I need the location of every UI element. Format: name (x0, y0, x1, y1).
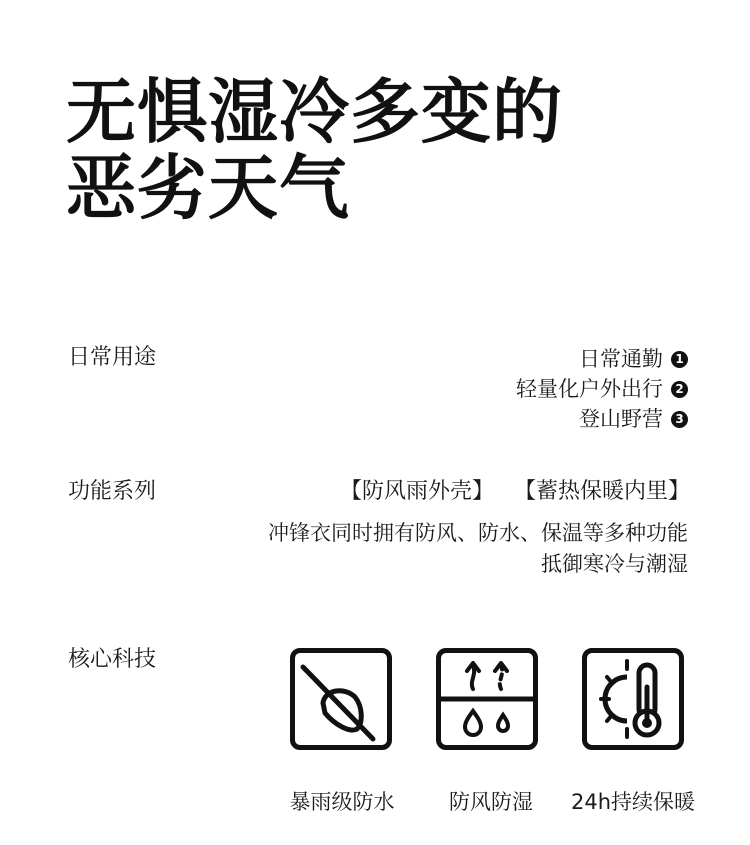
usage-item-text: 登山野营 (579, 407, 663, 431)
usage-item (516, 344, 688, 374)
function-desc-line-2: 抵御寒冷与潮湿 (541, 552, 688, 576)
function-tag-lining: 【蓄热保暖内里】 (513, 479, 690, 504)
function-tag-shell: 【防风雨外壳】 (339, 479, 494, 504)
number-badge-icon: 1 (671, 351, 688, 368)
windproof-moisture-icon (436, 648, 538, 750)
tech-icons (0, 648, 750, 828)
usage-item-text: 日常通勤 (579, 347, 663, 371)
number-badge-icon: 3 (671, 411, 688, 428)
tech-caption: 防风防湿 (449, 790, 533, 814)
function-description (268, 518, 688, 580)
function-desc-line-1: 冲锋衣同时拥有防风、防水、保温等多种功能 (268, 521, 688, 545)
headline-line-1: 无惧湿冷多变的 (66, 71, 563, 153)
headline-line-2: 恶劣天气 (66, 147, 350, 229)
usage-item-text: 轻量化户外出行 (516, 377, 663, 401)
usage-label: 日常用途 (68, 345, 157, 370)
tech-caption: 24h持续保暖 (570, 790, 696, 814)
tech-caption: 暴雨级防水 (289, 790, 395, 814)
headline (66, 71, 563, 229)
number-badge-icon: 2 (671, 381, 688, 398)
function-tags (340, 478, 690, 506)
usage-item (516, 404, 688, 434)
usage-list (516, 344, 688, 434)
usage-item (516, 374, 688, 404)
thermometer-sun-icon (582, 648, 684, 750)
tech-label: 核心科技 (68, 647, 157, 672)
waterproof-icon (290, 648, 392, 750)
functions-label: 功能系列 (68, 479, 157, 504)
